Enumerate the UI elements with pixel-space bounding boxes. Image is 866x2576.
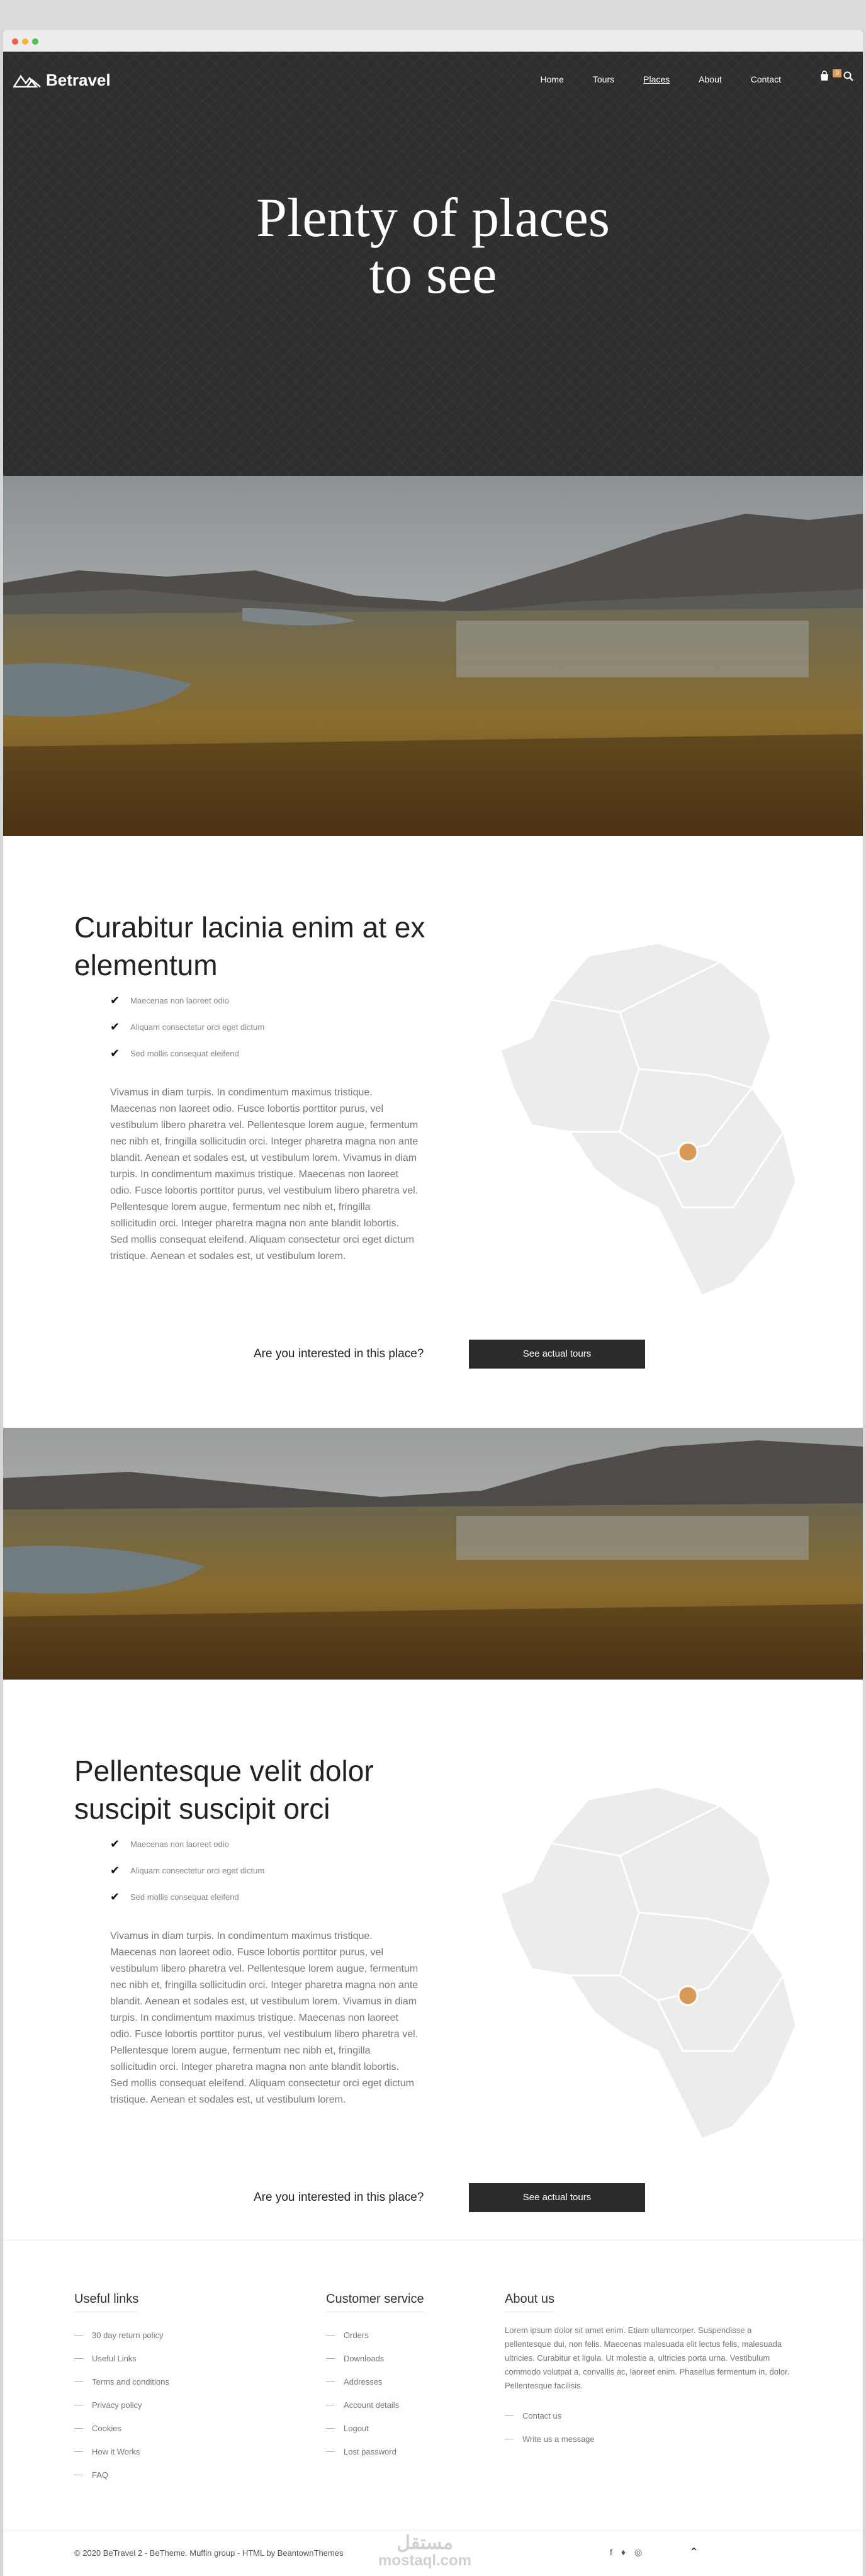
brand-name: Betravel xyxy=(46,71,111,89)
region-map xyxy=(494,943,809,1299)
footer-link[interactable]: Useful Links xyxy=(74,2347,169,2370)
check-item xyxy=(110,1040,264,1066)
check-label: Aliquam consectetur orci eget dictum xyxy=(130,1022,265,1032)
about-text: Lorem ipsum dolor sit amet enim. Etiam ullamcorper. Suspendisse a pellentesque dui, non felis. Maecenas malesuada elit lectus felis, malesuada ultricies. Curabitur et ligula. Ut molestie a, ultricies porta urna. Vestibulum commodo volutpat a, convallis ac, laoreet enim. Phasellus fermentum in, dolor. Pellentesque facilisis. xyxy=(505,2325,790,2390)
check-icon: ✔ xyxy=(110,1837,120,1850)
nav-home[interactable]: Home xyxy=(540,74,564,84)
footer-link[interactable]: Contact us xyxy=(505,2404,794,2427)
check-item xyxy=(110,1831,264,1857)
cart-icon[interactable] xyxy=(819,71,830,85)
place-section-2 xyxy=(3,1680,863,2240)
check-label: Aliquam consectetur orci eget dictum xyxy=(130,1865,265,1875)
footer-link[interactable]: Privacy policy xyxy=(74,2393,169,2417)
check-label: Sed mollis consequat eleifend xyxy=(130,1048,239,1058)
maximize-dot[interactable] xyxy=(32,38,38,45)
site-footer xyxy=(3,2240,863,2576)
footer-heading: Customer service xyxy=(326,2292,424,2312)
section-paragraph: Vivamus in diam turpis. In condimentum maximus tristique. Maecenas non laoreet odio. Fusce lobortis porttitor purus, vel vestibulum libero pharetra vel. Pellentesque lorem augue, fermentum nec nibh et, fringilla sollicitudin orci. Integer pharetra magna non ante blandit. Aenean et sodales est, ut vestibulum lorem. Vivamus in diam turpis. In condimentum maximus tristique. Maecenas non laoreet odio. Fusce lobortis porttitor purus, vel vestibulum libero pharetra vel. Pellentesque lorem augue, fermentum nec nibh et, fringilla sollicitudin orci. Integer pharetra magna non ante blandit lobortis. Sed mollis consequat eleifend. Aliquam consectetur orci eget dictum tristique. Aenean et sodales est, ut vestibulum lorem. xyxy=(110,1087,419,1262)
check-label: Maecenas non laoreet odio xyxy=(130,1839,229,1849)
nav-places[interactable]: Places xyxy=(643,74,670,84)
footer-heading: About us xyxy=(505,2292,554,2312)
useful-links-column xyxy=(74,2292,169,2487)
check-icon: ✔ xyxy=(110,1046,120,1059)
footer-link[interactable]: Logout xyxy=(326,2417,424,2440)
footer-link[interactable]: Account details xyxy=(326,2393,424,2417)
instagram-icon[interactable]: ◎ xyxy=(634,2547,643,2557)
footer-heading: Useful links xyxy=(74,2292,138,2312)
check-icon: ✔ xyxy=(110,1890,120,1903)
hero-header xyxy=(3,52,863,476)
check-item xyxy=(110,987,264,1014)
hero-title xyxy=(3,190,863,303)
watermark-logo xyxy=(378,2534,471,2570)
footer-bottom-bar xyxy=(3,2530,863,2576)
watermark-subtext: mostaql.com xyxy=(378,2552,472,2569)
footer-link[interactable]: 30 day return policy xyxy=(74,2324,169,2347)
main-nav xyxy=(541,74,781,84)
footer-link[interactable]: Lost password xyxy=(326,2440,424,2463)
see-tours-button[interactable]: See actual tours xyxy=(469,2183,645,2212)
close-dot[interactable] xyxy=(12,38,18,45)
check-item xyxy=(110,1857,264,1884)
footer-link[interactable]: FAQ xyxy=(74,2463,169,2487)
see-tours-button[interactable]: See actual tours xyxy=(469,1340,645,1369)
check-label: Maecenas non laoreet odio xyxy=(130,995,229,1005)
footer-link[interactable]: Write us a message xyxy=(505,2427,794,2451)
footer-link[interactable]: How it Works xyxy=(74,2440,169,2463)
footer-link[interactable]: Terms and conditions xyxy=(74,2370,169,2393)
about-column xyxy=(505,2292,794,2451)
footer-link[interactable]: Addresses xyxy=(326,2370,424,2393)
facebook-icon[interactable]: f xyxy=(610,2547,612,2557)
social-links xyxy=(610,2547,642,2558)
browser-chrome xyxy=(3,30,863,52)
check-item xyxy=(110,1884,264,1910)
landscape-image xyxy=(3,1428,863,1680)
landscape-image xyxy=(3,476,863,836)
minimize-dot[interactable] xyxy=(22,38,28,45)
place-section-1 xyxy=(3,836,863,1428)
check-icon: ✔ xyxy=(110,1863,120,1877)
nav-tours[interactable]: Tours xyxy=(592,74,615,84)
check-icon: ✔ xyxy=(110,1020,120,1033)
search-icon[interactable] xyxy=(843,71,854,85)
footer-link[interactable]: Orders xyxy=(326,2324,424,2347)
check-list xyxy=(110,1831,264,1910)
hero-title-line1: Plenty of places xyxy=(256,188,610,249)
nav-about[interactable]: About xyxy=(699,74,722,84)
hero-title-line2: to see xyxy=(369,244,497,305)
nav-contact[interactable]: Contact xyxy=(750,74,781,84)
location-marker[interactable] xyxy=(678,1143,697,1161)
section-title: Curabitur lacinia enim at ex elementum xyxy=(74,911,425,981)
check-label: Sed mollis consequat eleifend xyxy=(130,1892,239,1902)
mountains-icon xyxy=(13,74,41,88)
location-marker[interactable] xyxy=(678,1986,697,2005)
check-icon: ✔ xyxy=(110,993,120,1007)
section-title: Pellentesque velit dolor suscipit suscipit orci xyxy=(74,1754,374,1825)
cta-question: Are you interested in this place? xyxy=(254,2191,424,2204)
copyright-text: © 2020 BeTravel 2 - BeTheme. Muffin group - HTML by BeantownThemes xyxy=(74,2548,344,2558)
customer-service-column xyxy=(326,2292,424,2463)
check-item xyxy=(110,1014,264,1040)
watermark-text: مستقل xyxy=(396,2533,453,2553)
back-to-top-icon[interactable]: ⌃ xyxy=(689,2546,699,2558)
vimeo-icon[interactable]: ♦ xyxy=(621,2547,626,2557)
check-list xyxy=(110,987,264,1066)
region-map xyxy=(494,1787,809,2142)
footer-link[interactable]: Downloads xyxy=(326,2347,424,2370)
page-background xyxy=(0,0,866,30)
section-paragraph: Vivamus in diam turpis. In condimentum maximus tristique. Maecenas non laoreet odio. Fusce lobortis porttitor purus, vel vestibulum libero pharetra vel. Pellentesque lorem augue, fermentum nec nibh et, fringilla sollicitudin orci. Integer pharetra magna non ante blandit. Aenean et sodales est, ut vestibulum lorem. Vivamus in diam turpis. In condimentum maximus tristique. Maecenas non laoreet odio. Fusce lobortis porttitor purus, vel vestibulum libero pharetra vel. Pellentesque lorem augue, fermentum nec nibh et, fringilla sollicitudin orci. Integer pharetra magna non ante blandit lobortis. Sed mollis consequat eleifend. Aliquam consectetur orci eget dictum tristique. Aenean et sodales est, ut vestibulum lorem. xyxy=(110,1931,419,2105)
brand-logo[interactable] xyxy=(13,71,111,90)
cta-question: Are you interested in this place? xyxy=(254,1347,424,1360)
footer-link[interactable]: Cookies xyxy=(74,2417,169,2440)
cart-count-badge: 0 xyxy=(833,69,841,77)
